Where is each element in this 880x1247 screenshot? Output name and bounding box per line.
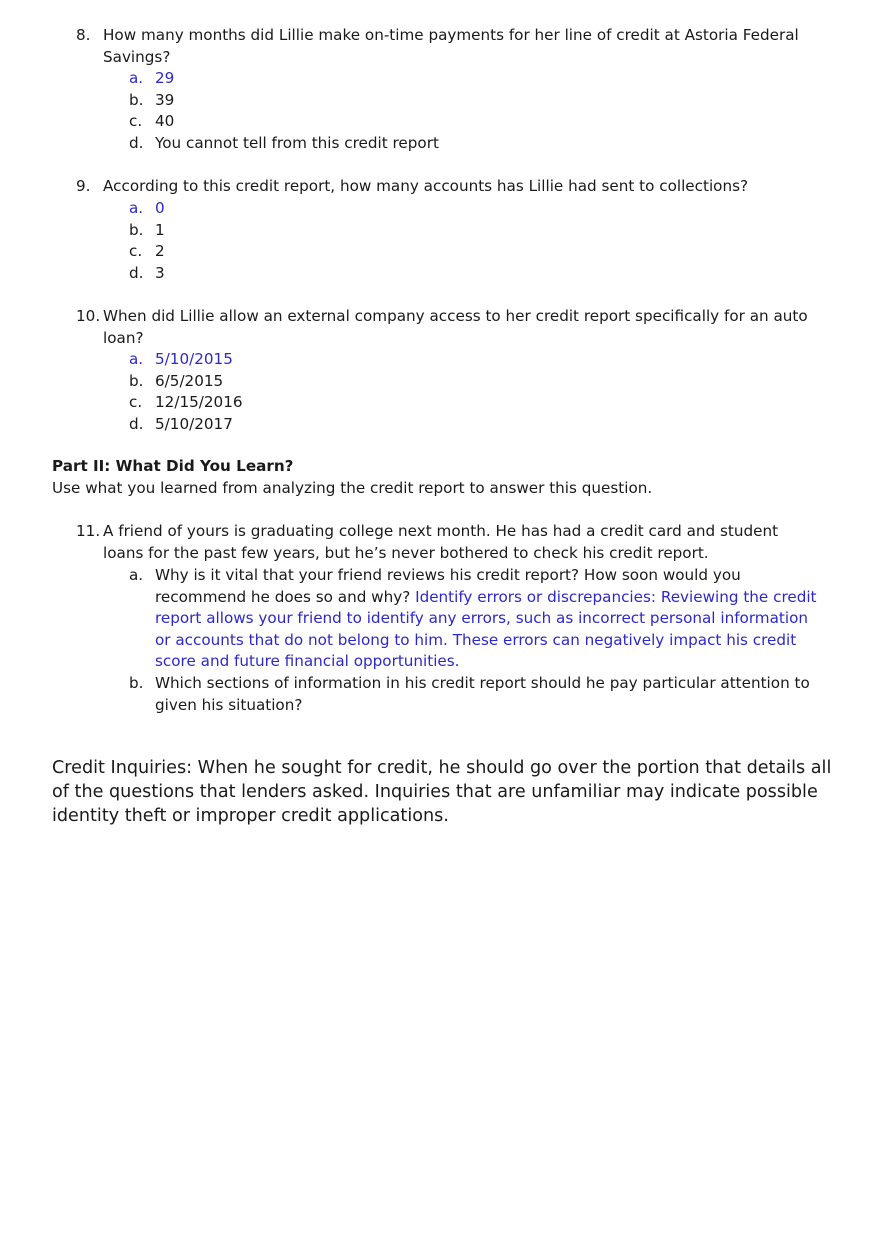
option-text: 29: [155, 69, 175, 87]
option-letter: b.: [129, 371, 144, 390]
option-letter: d.: [129, 414, 144, 433]
option-letter: a.: [129, 69, 144, 87]
option-letter: a.: [129, 199, 144, 217]
option-a-selected: [0, 349, 880, 371]
option-letter: d.: [129, 133, 144, 152]
option-letter: b.: [129, 90, 144, 109]
option-text: 5/10/2017: [155, 414, 233, 433]
option-d: [0, 414, 880, 436]
option-b: [0, 371, 880, 393]
option-letter: a.: [129, 350, 144, 368]
sub-question-text: Which sections of information in his credit report should he pay particular attention to given his situation?: [155, 674, 810, 714]
question-text: How many months did Lillie make on-time payments for her line of credit at Astoria Federal Savings?: [103, 26, 799, 66]
option-letter: d.: [129, 263, 144, 282]
question-8-options: [0, 68, 880, 154]
option-text: 40: [155, 112, 175, 131]
option-text: 12/15/2016: [155, 393, 243, 412]
question-number: 11.: [76, 522, 101, 540]
question-number: 8.: [76, 26, 91, 44]
option-d: [0, 263, 880, 285]
question-10-options: [0, 349, 880, 435]
question-number: 10.: [76, 307, 101, 325]
option-letter: c.: [129, 242, 143, 261]
question-text: According to this credit report, how many accounts has Lillie had sent to collections?: [103, 177, 749, 195]
section-heading: Part II: What Did You Learn?: [52, 457, 294, 475]
option-b: [0, 220, 880, 242]
sub-question-text: Why is it vital that your friend reviews his credit report? How soon would you recommend he does so and why?: [155, 566, 741, 606]
option-text: 2: [155, 242, 165, 261]
option-text: 0: [155, 199, 165, 217]
option-c: [0, 111, 880, 133]
student-answer-text: Identify errors or discrepancies: Reviewing the credit report allows your friend to identify any errors, such as incorrect personal information or accounts that do not belong to him. These errors can negatively impact his credit score and future financial opportunities.: [155, 587, 817, 671]
option-letter: c.: [129, 112, 143, 131]
option-c: [0, 241, 880, 263]
option-c: [0, 392, 880, 414]
option-d: [0, 133, 880, 155]
sub-question-letter: b.: [129, 674, 144, 692]
sub-question-letter: a.: [129, 566, 144, 584]
option-text: 1: [155, 220, 165, 239]
option-a-selected: [0, 198, 880, 220]
question-9-options: [0, 198, 880, 284]
option-a-selected: [0, 68, 880, 90]
option-b: [0, 90, 880, 112]
essay-answer: Credit Inquiries: When he sought for credit, he should go over the portion that details all of the questions that lenders asked. Inquiries that are unfamiliar may indicate possible identity theft or improper credit applications.: [52, 758, 832, 826]
option-text: 6/5/2015: [155, 371, 224, 390]
sub-question-body: [155, 565, 825, 673]
section-instructions: Use what you learned from analyzing the credit report to answer this question.: [52, 479, 653, 497]
question-number: 9.: [76, 177, 91, 195]
option-text: 39: [155, 90, 175, 109]
option-letter: c.: [129, 393, 143, 412]
option-text: 5/10/2015: [155, 350, 233, 368]
option-text: You cannot tell from this credit report: [155, 133, 439, 152]
option-text: 3: [155, 263, 165, 282]
question-text: When did Lillie allow an external company access to her credit report specifically for an auto loan?: [103, 307, 808, 347]
option-letter: b.: [129, 220, 144, 239]
question-text: A friend of yours is graduating college next month. He has had a credit card and student loans for the past few years, but he’s never bothered to check his credit report.: [103, 522, 779, 562]
